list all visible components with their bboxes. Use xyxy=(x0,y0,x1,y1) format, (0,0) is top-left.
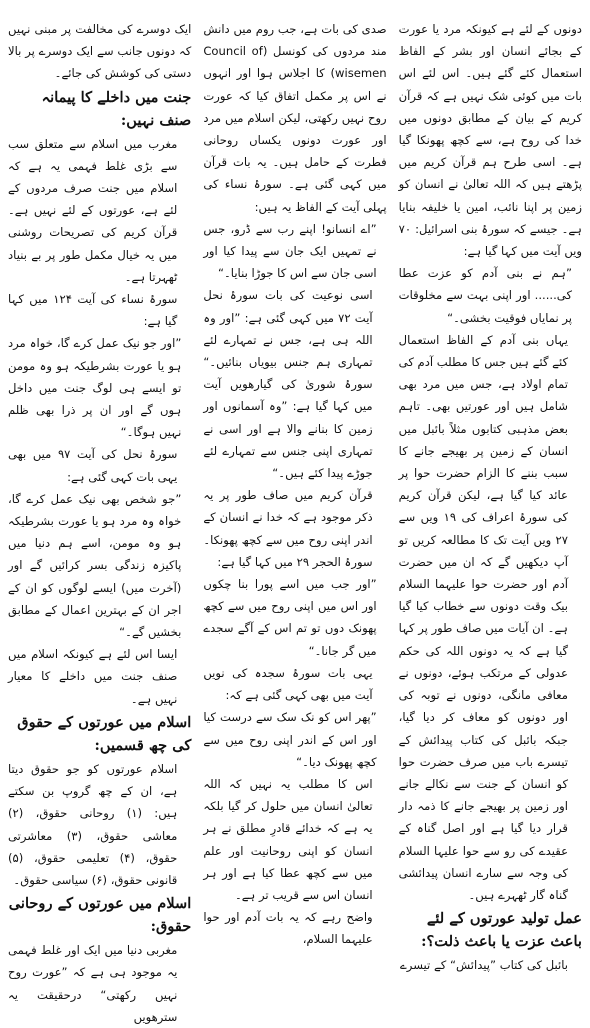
paragraph: اسلام عورتوں کو جو حقوق دیتا ہے، ان کے چھ گروپ بن سکتے ہیں: (۱) روحانی حقوق، (۲) معاشی حقوق، (۳) معاشرتی حقوق، (۴) تعلیمی حقوق، (۵) قانونی حقوق، (۶) سیاسی حقوق۔ xyxy=(8,761,178,887)
section-heading: عمل تولید عورتوں کے لئے باعث عزت یا باعث ذلت؟: xyxy=(421,910,582,951)
text-column-left xyxy=(398,18,582,973)
paragraph: یہاں بنی آدم کے الفاظ استعمال کئے گئے ہیں جس کا مطلب آدم کی تمام اولاد ہے، جس میں مرد بھی شامل ہیں اور عورتیں بھی۔ تاہم بعض مذہبی کتابوں مثلاً بائبل میں انسان کے زمین پر بھیجے جانے کا سبب بننے کا الزام حضرت حوا پر عائد کیا گیا ہے، لیکن قرآن کریم کی سورۂ اعراف کی ۱۹ ویں سے ۲۷ ویں آیت تک کا مطالعہ کریں تو آپ دیکھیں گے کہ ان میں حضرت آدم اور حضرت حوا علیہما السلام بیک وقت دونوں سے خطاب کیا گیا ہے۔ ان آیات میں صاف طور پر کہا گیا ہے کہ یہ دونوں اللہ کی حکم عدولی کے مرتکب ہوئے، دونوں نے معافی مانگی، دونوں نے توبہ کی اور دونوں کو معاف کر دیا گیا، جبکہ بائبل کی کتاب پیدائش کے تیسرے باب میں صرف حضرت حوا کو انسان کے جنت سے نکالے جانے اور زمین پر بھیجے جانے کا ذمہ دار قرار دیا گیا ہے اور اصل گناہ کے عقیدے کی رو سے حوا علیہا السلام کی وجہ سے سارے انسان پیدائشی گناہ گار ٹھہرے ہیں۔ xyxy=(398,332,568,902)
text-column-right xyxy=(8,18,192,1024)
quran-quote: ”جو شخص بھی نیک عمل کرے گا، خواہ وہ مرد ہو یا عورت بشرطیکہ ہو وہ مومن، اسے ہم دنیا میں پاکیزہ زندگی بسر کرائیں گے اور (آخرت میں) ایسے لوگوں کو ان کے اجر ان کے بہترین اعمال کے مطابق بخشیں گے۔“ xyxy=(8,491,182,640)
paragraph: ایک دوسرے کی مخالفت پر مبنی نہیں کہ دونوں جانب سے ایک دوسرے پر بالا دستی کی کوشش کی جائے۔ xyxy=(8,22,192,81)
quran-quote: ”ہم نے بنی آدم کو عزت عطا کی...... اور اپنی بہت سے مخلوقات پر نمایاں فوقیت بخشی۔“ xyxy=(398,266,572,325)
quran-quote: ”پھر اس کو نک سک سے درست کیا اور اس کے اندر اپنی روح میں سے کچھ پھونک دیا۔“ xyxy=(203,710,377,769)
paragraph: اسی نوعیت کی بات سورۂ نحل آیت ۷۲ میں کہی گئی ہے: ”اور وہ اللہ ہی ہے، جس نے تمہارے لئے تمہاری ہم جنس بیویاں بنائیں۔“ سورۂ شوریٰ کی گیارھویں آیت میں کہا گیا ہے: ”وہ آسمانوں اور زمین کا بنانے والا ہے اور اسی نے تمہاری اپنی جنس سے تمہارے لئے جوڑے پیدا کئے ہیں۔“ xyxy=(203,288,373,481)
quran-quote: ”اور جب میں اسے پورا بنا چکوں اور اس میں اپنی روح میں سے کچھ پھونک دوں تو تم اس کے آگے سجدے میں گر جانا۔“ xyxy=(203,577,377,658)
section-heading: جنت میں داخلے کا پیمانہ صنف نہیں: xyxy=(41,88,192,129)
section-heading: اسلام میں عورتوں کے حقوق کی چھ قسمیں: xyxy=(17,713,192,754)
paragraph: مغرب میں اسلام سے متعلق سب سے بڑی غلط فہمی یہ ہے کہ اسلام میں جنت صرف مردوں کے لئے ہے، عورتوں کے لئے نہیں ہے۔ قرآن کریم کی تصریحات روشنی میں یہ خیال مکمل طور پر بے بنیاد ٹھہرتا ہے۔ xyxy=(8,136,178,284)
paragraph: مغربی دنیا میں ایک اور غلط فہمی یہ موجود ہی ہے کہ ”عورت روح نہیں رکھتی“ درحقیقت یہ سترھویں xyxy=(8,943,178,1024)
paragraph: سورۂ نساء کی آیت ۱۲۴ میں کہا گیا ہے: xyxy=(8,292,178,329)
paragraph: قرآن کریم میں صاف طور پر یہ ذکر موجود ہے کہ خدا نے انسان کے اندر اپنی روح میں سے کچھ پھونکا۔ سورۂ الحجر ۲۹ میں کہا گیا ہے: xyxy=(203,488,373,569)
paragraph: بائبل کی کتاب ”پیدائش“ کے تیسرے xyxy=(400,958,568,973)
quran-quote: ”اور جو نیک عمل کرے گا، خواہ مرد ہو یا عورت بشرطیکہ ہو وہ مومن تو ایسے ہی لوگ جنت میں داخل ہوں گے اور ان پر ذرا بھی ظلم نہیں ہوگا۔“ xyxy=(8,336,182,440)
paragraph: اس کا مطلب یہ نہیں کہ اللہ تعالیٰ انسان میں حلول کر گیا بلکہ یہ ہے کہ خدائے قادرِ مطلق نے ہر انسان کو اپنی روحانیت اور علم میں سے کچھ عطا کیا ہے اور ہر انسان اس سے قریب تر ہے۔ xyxy=(203,776,373,902)
section-heading: اسلام میں عورتوں کے روحانی حقوق: xyxy=(8,895,192,936)
paragraph: واضح رہے کہ یہ بات آدم اور حوا علیہما السلام، xyxy=(203,910,373,947)
paragraph: سورۂ نحل کی آیت ۹۷ میں بھی یہی بات کہی گئی ہے: xyxy=(8,447,178,484)
paragraph: صدی کی بات ہے، جب روم میں دانش مند مردوں کی کونسل (Council of wisemen) کا اجلاس ہوا اور انہوں نے اس پر مکمل اتفاق کیا کہ عورت روح نہیں رکھتی، لیکن اسلام میں مرد اور عورت دونوں یکساں روحانی فطرت کے حامل ہیں۔ یہ بات قرآن میں کہی گئی ہے۔ سورۂ نساء کی پہلی آیت کے الفاظ یہ ہیں: xyxy=(203,22,387,214)
paragraph: ایسا اس لئے ہے کیونکہ اسلام میں صنف جنت میں داخلے کا معیار نہیں ہے۔ xyxy=(8,647,178,706)
paragraph: یہی بات سورۂ سجدہ کی نویں آیت میں بھی کہی گئی ہے کہ: xyxy=(203,665,373,703)
quran-quote: ”اے انسانو! اپنے رب سے ڈرو، جس نے تمہیں ایک جان سے پیدا کیا اور اسی جان سے اس کا جوڑا بنایا۔“ xyxy=(203,221,377,281)
paragraph: دونوں کے لئے ہے کیونکہ مرد یا عورت کے بجائے انسان اور بشر کے الفاظ استعمال کئے گئے ہیں۔ اس لئے اس بات میں کوئی شک نہیں ہے کہ قرآن کریم کے بیان کے مطابق دونوں میں خدا کی روح ہے، سے کچھ پھونکا گیا ہے۔ اسی طرح ہم قرآن کریم میں پڑھتے ہیں کہ اللہ تعالیٰ نے انسان کو زمین پر اپنا نائب، امین یا خلیفہ بنایا ہے۔ جیسے کہ سورۂ بنی اسرائیل: ۷۰ ویں آیت میں کہا گیا ہے: xyxy=(398,22,582,259)
text-column-middle xyxy=(203,18,387,947)
